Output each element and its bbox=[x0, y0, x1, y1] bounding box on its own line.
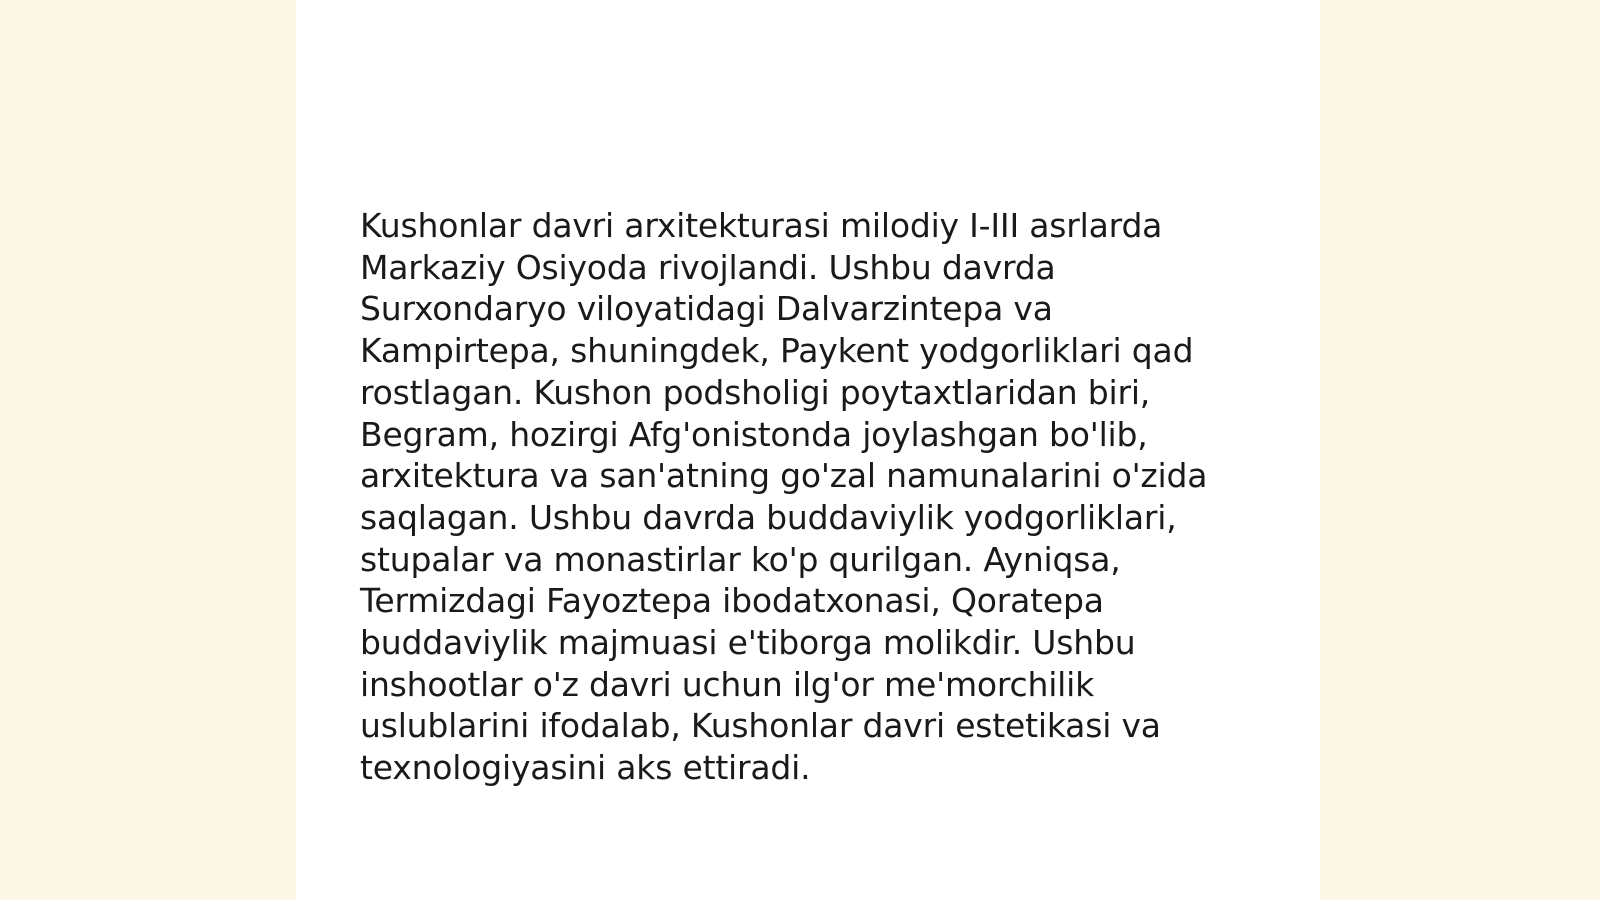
document-page bbox=[296, 0, 1320, 900]
body-paragraph bbox=[360, 205, 1240, 789]
paragraph-line: inshootlar o'z davri uchun ilg'or me'morchilik bbox=[360, 664, 1095, 704]
paragraph-line: Kushonlar davri arxitekturasi milodiy I-III asrlarda bbox=[360, 206, 1163, 245]
paragraph-line: Kampirtepa, shuningdek, Paykent yodgorliklari qad bbox=[360, 331, 1194, 371]
paragraph-line: Termizdagi Fayoztepa ibodatxonasi, Qoratepa bbox=[360, 581, 1104, 621]
paragraph-line: texnologiyasini aks ettiradi. bbox=[360, 748, 811, 788]
paragraph-line: Surxondaryo viloyatidagi Dalvarzintepa va bbox=[360, 289, 1053, 329]
paragraph-line: Begram, hozirgi Afg'onistonda joylashgan bo'lib, bbox=[360, 414, 1148, 454]
paragraph-line: uslublarini ifodalab, Kushonlar davri estetikasi va bbox=[360, 706, 1161, 746]
paragraph-line: arxitektura va san'atning go'zal namunalarini o'zida bbox=[360, 456, 1208, 496]
paragraph-line: rostlagan. Kushon podsholigi poytaxtlaridan biri, bbox=[360, 372, 1151, 412]
paragraph-line: saqlagan. Ushbu davrda buddaviylik yodgorliklari, bbox=[360, 497, 1177, 537]
paragraph-line: Markaziy Osiyoda rivojlandi. Ushbu davrda bbox=[360, 247, 1056, 287]
paragraph-line: stupalar va monastirlar ko'p qurilgan. Ayniqsa, bbox=[360, 539, 1121, 579]
paragraph-line: buddaviylik majmuasi e'tiborga molikdir. Ushbu bbox=[360, 623, 1136, 663]
